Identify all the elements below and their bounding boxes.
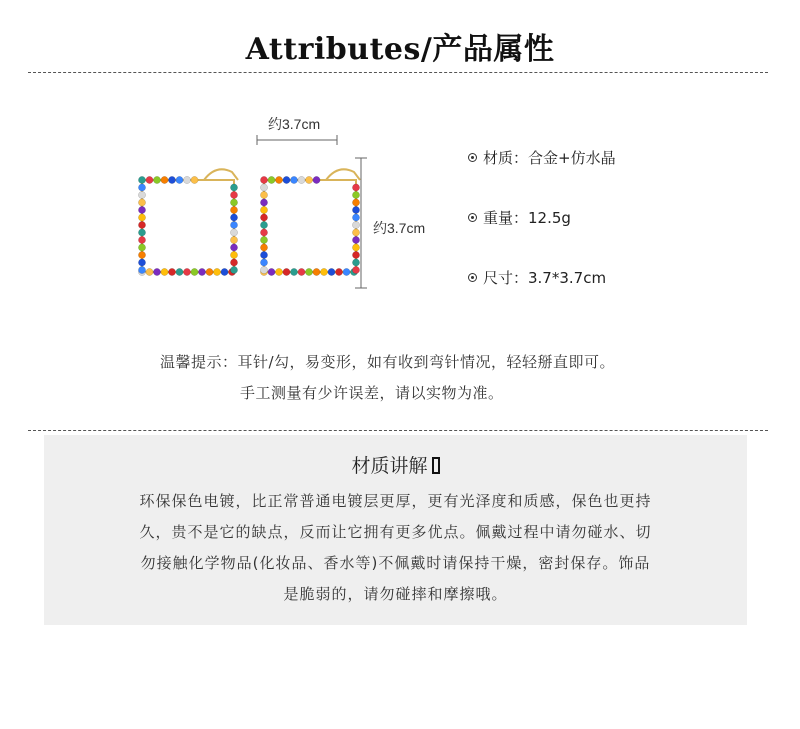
bead xyxy=(230,184,237,191)
bead xyxy=(298,268,305,275)
width-label: 约3.7cm xyxy=(268,116,321,132)
bead xyxy=(268,176,275,183)
bead xyxy=(138,214,145,221)
bead xyxy=(138,259,145,266)
bead xyxy=(176,176,183,183)
bead xyxy=(213,268,220,275)
bead xyxy=(138,206,145,213)
earring-1 xyxy=(138,169,238,275)
bead xyxy=(230,191,237,198)
bead xyxy=(161,268,168,275)
page-title: Attributes/产品属性 xyxy=(245,32,555,67)
bead xyxy=(260,176,267,183)
bead xyxy=(328,268,335,275)
bead xyxy=(183,268,190,275)
bead xyxy=(260,229,267,236)
bead xyxy=(305,268,312,275)
top-divider xyxy=(28,72,768,73)
bead xyxy=(275,268,282,275)
bead xyxy=(260,214,267,221)
title-marker-icon xyxy=(432,457,440,474)
earring-2 xyxy=(260,169,360,275)
bead xyxy=(260,259,267,266)
bead xyxy=(290,176,297,183)
bead xyxy=(138,176,145,183)
bead xyxy=(313,268,320,275)
bead xyxy=(298,176,305,183)
bead xyxy=(168,268,175,275)
attribute-material-text: 材质：合金+仿水晶 xyxy=(483,149,616,167)
bead xyxy=(305,176,312,183)
bead xyxy=(260,206,267,213)
panel-line-2: 久，贵不是它的缺点，反而让它拥有更多优点。佩戴过程中请勿碰水、切 xyxy=(139,523,652,541)
bead xyxy=(176,268,183,275)
bead xyxy=(260,221,267,228)
bead xyxy=(146,268,153,275)
bead xyxy=(206,268,213,275)
bead xyxy=(313,176,320,183)
bullet-icon xyxy=(468,153,477,162)
bead xyxy=(161,176,168,183)
attribute-size-text: 尺寸：3.7*3.7cm xyxy=(483,269,607,287)
bead xyxy=(335,268,342,275)
bead xyxy=(168,176,175,183)
bead xyxy=(146,176,153,183)
bead xyxy=(138,184,145,191)
height-label: 约3.7cm xyxy=(373,220,426,236)
bead xyxy=(260,236,267,243)
attribute-material xyxy=(468,147,616,168)
bead xyxy=(153,268,160,275)
bead xyxy=(260,184,267,191)
bead xyxy=(138,199,145,206)
bullet-icon xyxy=(468,273,477,282)
tip-line-2: 手工测量有少许误差，请以实物为准。 xyxy=(240,384,504,402)
bead xyxy=(275,176,282,183)
panel-line-3: 勿接触化学物品(化妆品、香水等)不佩戴时请保持干燥，密封保存。饰品 xyxy=(140,554,651,572)
bead xyxy=(260,266,267,273)
bead xyxy=(343,268,350,275)
panel-line-4: 是脆弱的，请勿碰摔和摩擦哦。 xyxy=(283,585,508,603)
bead xyxy=(260,251,267,258)
bead xyxy=(230,266,237,273)
material-explanation-panel xyxy=(44,435,747,625)
height-dimension-line xyxy=(354,156,368,290)
bead xyxy=(153,176,160,183)
bead xyxy=(260,191,267,198)
bead xyxy=(230,199,237,206)
bead xyxy=(230,221,237,228)
bead xyxy=(183,176,190,183)
bead xyxy=(320,268,327,275)
bead xyxy=(138,229,145,236)
bead xyxy=(198,268,205,275)
bead xyxy=(283,176,290,183)
bead xyxy=(138,236,145,243)
attribute-weight-text: 重量：12.5g xyxy=(483,209,571,227)
bead xyxy=(138,251,145,258)
bead xyxy=(138,221,145,228)
earring-product-image xyxy=(130,158,370,288)
bottom-divider xyxy=(28,430,768,431)
tip-line-1: 温馨提示：耳针/勾，易变形，如有收到弯针情况，轻轻掰直即可。 xyxy=(160,353,616,371)
bead xyxy=(268,268,275,275)
bead xyxy=(260,199,267,206)
bead xyxy=(230,244,237,251)
bead xyxy=(191,176,198,183)
bead xyxy=(138,191,145,198)
bead xyxy=(230,214,237,221)
bead xyxy=(283,268,290,275)
bead xyxy=(138,266,145,273)
bead xyxy=(260,244,267,251)
attribute-size xyxy=(468,267,606,288)
bead xyxy=(230,206,237,213)
bead xyxy=(230,236,237,243)
bullet-icon xyxy=(468,213,477,222)
panel-title-text: 材质讲解 xyxy=(351,455,428,477)
panel-title xyxy=(44,451,747,478)
bead xyxy=(230,259,237,266)
width-dimension-line xyxy=(255,134,340,146)
bead xyxy=(290,268,297,275)
panel-line-1: 环保保色电镀，比正常普通电镀层更厚，更有光泽度和质感，保色也更持 xyxy=(139,492,652,510)
bead xyxy=(138,244,145,251)
bead xyxy=(230,229,237,236)
bead xyxy=(191,268,198,275)
attribute-weight xyxy=(468,207,571,228)
bead xyxy=(221,268,228,275)
bead xyxy=(230,251,237,258)
